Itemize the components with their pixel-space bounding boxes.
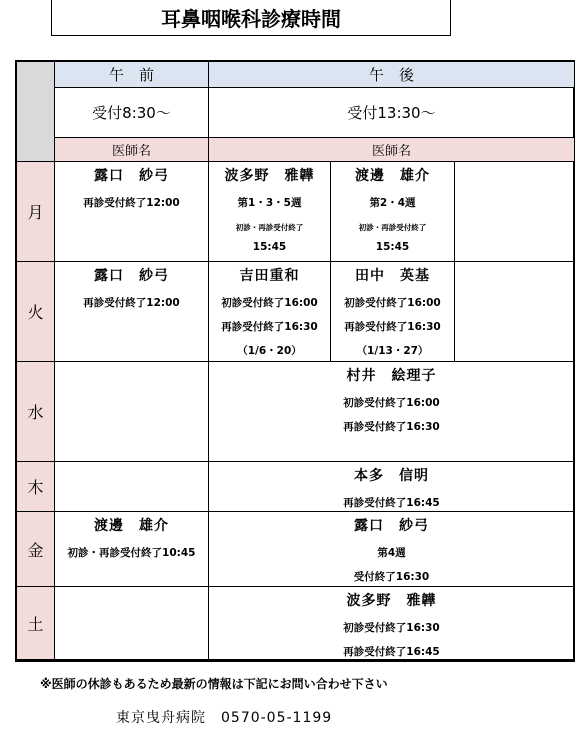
mon-pm-empty: [455, 162, 575, 262]
first-visit-info: 初診受付終了16:30: [343, 622, 440, 634]
doctor-name: 波多野 雅韡: [224, 168, 315, 184]
doctor-name: 本多 信明: [354, 468, 429, 484]
day-wednesday: 水: [17, 362, 55, 462]
am-header: 午 前: [55, 62, 209, 88]
reception-time: 15:45: [375, 241, 410, 253]
reception-info: 初診・再診受付終了10:45: [67, 547, 196, 559]
fri-am-cell: [55, 512, 209, 587]
corner-cell: [17, 62, 55, 162]
first-visit-info: 初診受付終了16:00: [343, 397, 440, 409]
return-visit-info: 再診受付終了16:30: [221, 321, 318, 333]
am-reception: 受付8:30～: [55, 88, 209, 138]
first-visit-info: 初診受付終了16:00: [344, 297, 441, 309]
tue-pm-cell-1: [209, 262, 331, 362]
doctor-name: 田中 英基: [355, 268, 430, 284]
week-info: 第4週: [377, 547, 406, 559]
contact-info: 東京曳舟病院 0570-05-1199: [116, 710, 333, 726]
day-friday: 金: [17, 512, 55, 587]
day-tuesday: 火: [17, 262, 55, 362]
pm-reception: 受付13:30～: [209, 88, 575, 138]
doctor-name: 村井 絵理子: [346, 368, 437, 384]
tue-pm-empty: [455, 262, 575, 362]
thu-am-empty: [55, 462, 209, 512]
notice-text: ※医師の休診もあるため最新の情報は下記にお問い合わせ下さい: [40, 677, 388, 691]
tue-pm-cell-2: [331, 262, 455, 362]
tue-am-cell: [55, 262, 209, 362]
fri-pm-cell: [209, 512, 575, 587]
page-title: 耳鼻咽喉科診療時間: [51, 0, 451, 36]
thu-pm-cell: [209, 462, 575, 512]
wed-am-empty: [55, 362, 209, 462]
dates-info: （1/6・20）: [237, 345, 302, 357]
first-visit-info: 初診受付終了16:00: [221, 297, 318, 309]
return-visit-info: 再診受付終了16:30: [344, 321, 441, 333]
pm-doctor-label: 医師名: [209, 138, 575, 162]
schedule-table: [15, 60, 575, 662]
doctor-name: 露口 紗弓: [94, 168, 169, 184]
doctor-name: 渡邊 雄介: [94, 518, 169, 534]
week-info: 第2・4週: [369, 197, 416, 209]
reception-time: 15:45: [252, 241, 287, 253]
return-visit-info: 再診受付終了16:45: [343, 646, 440, 658]
dates-info: （1/13・27）: [356, 345, 429, 357]
mon-am-cell: [55, 162, 209, 262]
doctor-name: 露口 紗弓: [94, 268, 169, 284]
reception-info: 受付終了16:30: [353, 571, 430, 583]
am-doctor-label: 医師名: [55, 138, 209, 162]
day-saturday: 土: [17, 587, 55, 660]
reception-info: 再診受付終了12:00: [83, 197, 180, 209]
reception-info: 初診・再診受付終了: [358, 223, 427, 232]
return-visit-info: 再診受付終了16:30: [343, 421, 440, 433]
return-visit-info: 再診受付終了16:45: [343, 497, 440, 509]
day-monday: 月: [17, 162, 55, 262]
week-info: 第1・3・5週: [237, 197, 302, 209]
wed-pm-cell: [209, 362, 575, 462]
day-thursday: 木: [17, 462, 55, 512]
doctor-name: 波多野 雅韡: [346, 593, 437, 609]
mon-pm-cell-1: [209, 162, 331, 262]
sat-am-empty: [55, 587, 209, 660]
reception-info: 再診受付終了12:00: [83, 297, 180, 309]
mon-pm-cell-2: [331, 162, 455, 262]
reception-info: 初診・再診受付終了: [235, 223, 304, 232]
doctor-name: 渡邊 雄介: [355, 168, 430, 184]
sat-pm-cell: [209, 587, 575, 660]
pm-header: 午 後: [209, 62, 575, 88]
doctor-name: 露口 紗弓: [354, 518, 429, 534]
doctor-name: 吉田重和: [239, 268, 300, 284]
